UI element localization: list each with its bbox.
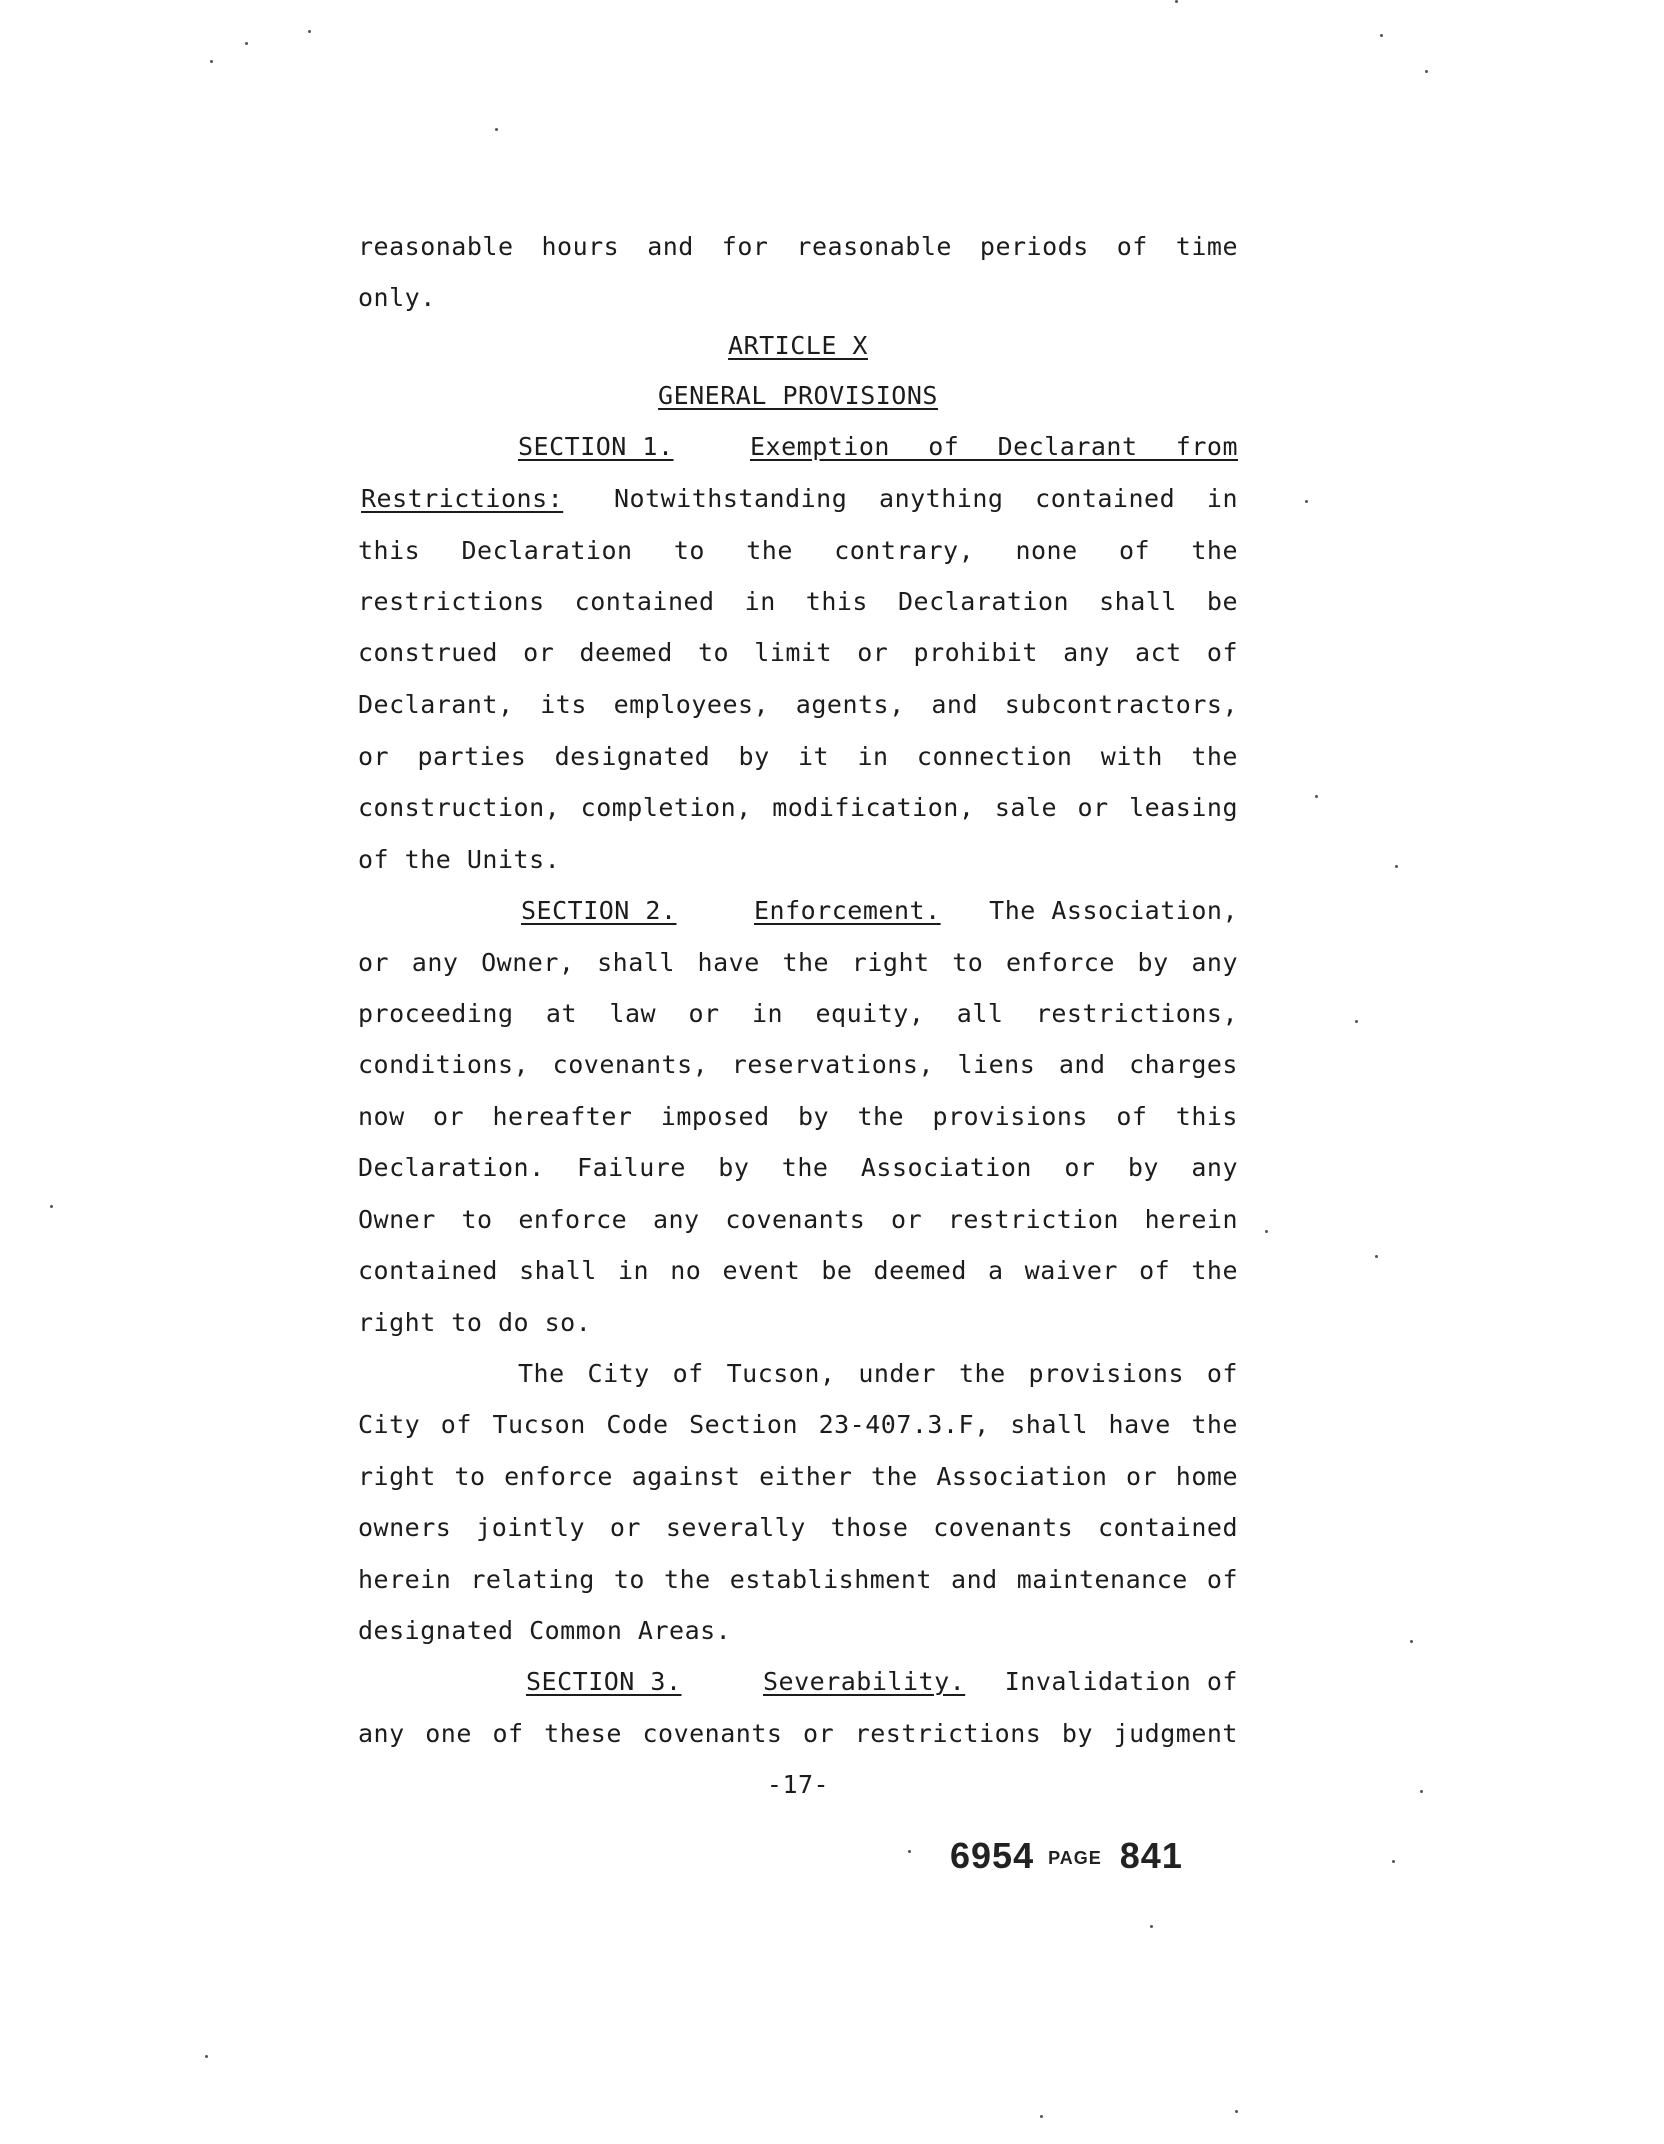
scan-speck [50, 1205, 53, 1208]
scan-speck [908, 1850, 911, 1853]
section-2-title: Enforcement. [754, 896, 941, 925]
body-line: City of Tucson Code Section 23-407.3.F, shall have the [358, 1410, 1238, 1439]
body-line: or any Owner, shall have the right to enforce by any [358, 948, 1238, 977]
body-line: only. [358, 283, 436, 312]
body-line: this Declaration to the contrary, none of the [358, 536, 1238, 565]
scan-speck [1392, 1860, 1395, 1863]
article-heading [358, 331, 1238, 361]
body-line: Declarant, its employees, agents, and subcontractors, [358, 690, 1238, 719]
scan-speck [1425, 70, 1428, 73]
scan-speck [1150, 1925, 1153, 1928]
record-page-number: 841 [1119, 1835, 1183, 1876]
scan-speck [1040, 2115, 1043, 2118]
recording-stamp [950, 1835, 1183, 1877]
scan-speck [308, 30, 311, 33]
section-3-title: Severability. [763, 1667, 966, 1696]
scan-speck [245, 42, 248, 45]
body-line: designated Common Areas. [358, 1616, 732, 1645]
body-line: The City of Tucson, under the provisions of [518, 1359, 1238, 1388]
scan-speck [1395, 865, 1398, 868]
page-number: -17- [766, 1770, 830, 1799]
page-label: PAGE [1048, 1847, 1102, 1868]
body-text: The Association, [989, 896, 1238, 925]
body-text: Notwithstanding anything contained in [614, 484, 1238, 513]
body-line: proceeding at law or in equity, all restrictions, [358, 999, 1238, 1028]
body-line: construction, completion, modification, sale or leasing [358, 793, 1238, 822]
body-line: owners jointly or severally those covenants contained [358, 1513, 1238, 1542]
scan-speck [1355, 1020, 1358, 1023]
body-line: conditions, covenants, reservations, liens and charges [358, 1050, 1238, 1079]
scan-speck [205, 2055, 208, 2058]
body-line: Declaration. Failure by the Association or by any [358, 1153, 1238, 1182]
section-1-title-cont: Restrictions: [361, 484, 564, 513]
scan-speck [495, 128, 498, 131]
scan-speck [1235, 2110, 1238, 2113]
section-1-label: SECTION 1. [518, 432, 674, 461]
scan-speck [1420, 1790, 1423, 1793]
body-line: reasonable hours and for reasonable periods of time [358, 232, 1238, 261]
article-number: ARTICLE X [728, 331, 868, 360]
body-line: any one of these covenants or restrictions by judgment [358, 1719, 1238, 1748]
body-line: or parties designated by it in connection with the [358, 742, 1238, 771]
book-number: 6954 [950, 1835, 1035, 1876]
body-line: construed or deemed to limit or prohibit any act of [358, 638, 1238, 667]
scan-speck [1265, 1230, 1268, 1233]
section-1-title: Exemption of Declarant from [750, 432, 1238, 461]
body-line: restrictions contained in this Declaration shall be [358, 587, 1238, 616]
scan-speck [210, 60, 213, 63]
body-line: Owner to enforce any covenants or restriction herein [358, 1205, 1238, 1234]
scan-speck [1375, 1255, 1378, 1258]
body-line: of the Units. [358, 845, 561, 874]
body-line: right to do so. [358, 1308, 592, 1337]
scan-speck [1175, 0, 1178, 3]
article-title-text: GENERAL PROVISIONS [658, 381, 938, 410]
body-text: Invalidation of [1004, 1667, 1238, 1696]
body-line: now or hereafter imposed by the provisions of this [358, 1102, 1238, 1131]
scan-speck [1305, 500, 1308, 503]
scan-speck [1410, 1640, 1413, 1643]
body-line: right to enforce against either the Association or home [358, 1462, 1238, 1491]
article-title [358, 381, 1238, 411]
body-line: contained shall in no event be deemed a waiver of the [358, 1256, 1238, 1285]
section-3-label: SECTION 3. [526, 1667, 682, 1696]
scan-speck [1380, 34, 1383, 37]
body-line: herein relating to the establishment and maintenance of [358, 1565, 1238, 1594]
section-2-label: SECTION 2. [521, 896, 677, 925]
scan-speck [1315, 795, 1318, 798]
